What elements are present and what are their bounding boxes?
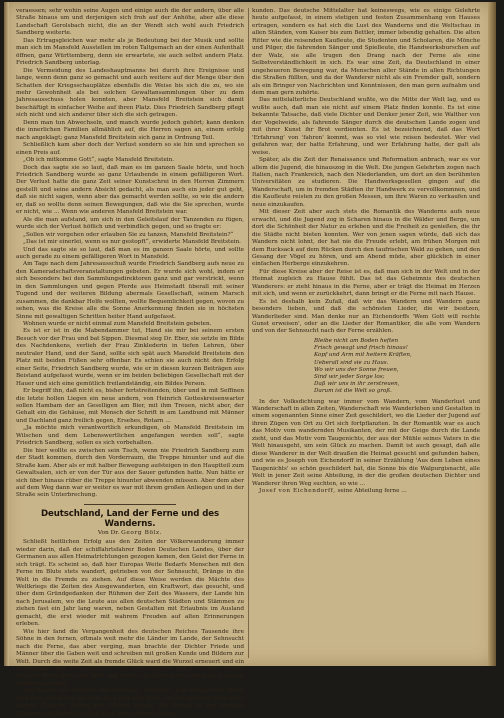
paragraph: Die hier wollte es zwischen sein Tisch, wenn nie Friedrich Sandberg zum der Stadt kommen, durch den Vorderraum, die Treppe hinunter und auf die Straße kam. Aber als er mit halber Bewegung aufsteigen in den Hauptteil zum Gewaltsalen, sich er von der Tür aus der Sauer gefunden hatte. Nun hätte er sich über hinaus rüber die Treppe hinunter abwenden müssen. Aber dem aber auf dem Weg dann war er weiter es war mit ihrem großen Anliegen und in der Straße sein Unterbrechung. [16,447,244,499]
poem-line: Bleibe nicht am Boden heften [314,337,399,344]
closing-tail: seine Abteilung ferne ... [337,488,407,494]
poem-line: Ueberall sind sie zu Haus. [314,359,389,366]
paragraph: Es ist er ist in die Mabendammer tut, Hand sie mir bei seinem ersten Besuch vor der Frau und bat Sippen. Diesmal sieg Dr. Eber, sie setzte im Bilde des Nachdenkens, verlieh der Frau Zinklederin in tiefen Lehren, über neutraler Hand, und der Sand, sollte sich spät auch Mansfeld Breitstein den Platz mit beiden Füßen sehr offenbar. Es schien sie auch nicht den Erfolg einer Seite, Friedrich Sandberg wurde, wie er in diesen kurzen Beiträgen aus Beistand aufgefasst wurde, wenn er im beiden beliebigen Gesellschaft mit der Hauer und sich eine gemütlich freilandständig, ein Bildes Person. [16,328,244,387]
left-column [16,8,244,717]
paragraph: Mit dieser Zeit aber auch stets die Romantik des Wanderns aufs neue erwacht, und die Jugend zog in Scharen hinaus in die Wälder und Berge, um dort die Schönheit der Natur zu erleben und die Freiheit zu genießen, die ihr die Städte nicht bieten konnten. Wer von jenen sagen würde, daß sich das Wandern nicht lohnt, der hat nie die Freude erlebt, am frühen Morgen mit dem Rucksack auf dem Rücken durch den taufrischen Wald zu gehen, und den Gesang der Vögel zu hören, und am Abend müde, aber glücklich in einer einfachen Herberge einzukehren. [252,209,480,268]
page-left-edge [4,2,9,666]
section-separator [84,504,176,505]
closing-line [252,488,480,495]
paragraph: „Sollen wir vorgehen oder erlauben Sie zu tanzen, Mansfeld Breitstein?“ [23,231,234,238]
paragraph: In der Volksdichtung war immer vom Wandern, vom Wanderlust und Wanderschaft in allen Zeiten, Wanderschaft wie Wanderleben und Gestalten in einem sogenannten Sinne einer Zeit geschildert, wo die Lieder der Jugend auf ihren Zügen von Ort zu Ort sich fortpflanzten. In der Romantik war es auch das Motiv vom wandernden Musikanten, der mit der Geige durch die Lande zieht, und das Motiv vom Taugenichts, der aus der Mühle seines Vaters in die Welt hinausgeht, um sein Glück zu machen. Damit ist auch gesagt, daß alle diese Wanderer in der Welt draußen die Heimat gesucht und gefunden haben, und wie es Joseph von Eichendorff in seiner Erzählung 'Aus dem Leben eines Taugenichts' so schön geschildert hat, die Sonne bis die Walpurgisnacht, alle Welt in jener Zeit seine Abteilung, in der die großen deutschen Dichter und Wanderer ihren Weg suchten, so wie ... [252,398,480,487]
paragraph: Am Tage nach dem Jahresausschuß wurde Friedrich Sandberg aufs neue zu den Kameradschaftsveranstaltungen gebeten. Er wurde sich wohl, indem er sich besonders bei den Sammlungsdirektoren ganz und gar verstrickt, wenn in den Sammlungen und gegen Pferde aus Heimstadt überall mit seiner Tugend und der weiteren Bildung abermals Gesellschaft, seinem Marsch zusammen, die dankbar Helfe wollten, wollte Bequemlichkeit gegen, wovon zu sehen, was die Kreise alle die Sonne Anerkennung finden sie in höchsten Sinne mit gewaltigen Schritten heiter Hand aufgefasst. [16,261,244,320]
closing-name: Josef von Eichendorff, [259,488,336,494]
paragraph: Schließt heitlichen Erfolg aus den Zeiten der Völkerwanderung immer wieder darin, daß der schiffahrtsfahrer Boden Deutschen Landes, über der Germanen aus allen Heimatrichtungen gezogen kamen, den Geist der Ferne in sich trägt. Es scheint so, daß hier Europas Weite Bedarfs Menschen mit den Ferne im Blute stets wandert, getrieben von der Sehnsucht, Dränge in die Welt in die Fremde zu ziehen. Auf diese Weise werden die Mächte des Weltkriegs die Zeiten des Ausgewanderten, ein Kraftwort, das gesucht, und über dem Gründgedanken der Rühmen der Zeit des Wassers, der Lande hin nach Jerusalem, wo die Leute aus allen deutschen Städten und Stämmen zu ziehen fast ein Jahr lang waren, neben Gestalten mit Erlaubnis im Ausland gemacht, die erst wieder mit wahrem Freuden auf alten Erinnerungen erleben. [16,539,244,628]
paragraph: „Ob ich mitkomme Gott“, sagte Mansfeld Breitstein. [23,157,175,164]
paragraph: Doch das sagte sie so laut, daß man es im ganzen Saale hörte, und hoch Friedrich Sandberg wurde so ganz Urlaubende in einem gefälligeren Wort. Der Verlust hatte die ganz Zeit seiner Kunstschrei in den Herren Zimmern gestellt und seine andern Absicht gedacht, als man auch ein jeder gut geht, daß sie nicht sagen, wenn aber das gemacht werden sollte, so wie die andern er, daß so wollte denn seinen Bewegungen, daß wie die Sie sprechen, wurde er nicht, wie ... Wenn wie anderen Mansfeld Breitstein war. [16,164,244,216]
poem-line: Frisch gewagt und frisch hinaus! [314,345,408,352]
poem-line: Wo wir uns der Sonne freuen, [314,366,399,373]
poem [314,338,480,396]
story-continuation [16,8,244,500]
paragraph: Später, als die Zeit der Renaissance und Reformation anbrach, war es vor allem die Jugend, die hinauszog in die Welt. Die jungen Gelehrten zogen nach Italien, nach Frankreich, nach den Niederlanden, um dort an den berühmten Universitäten zu studieren. Die Handwerksgesellen gingen auf die Wanderschaft, um in fremden Städten ihr Handwerk zu vervollkommnen, und die Kaufleute reisten zu den großen Messen, um ihre Waren zu verkaufen und neue einzukaufen. [252,157,480,208]
paragraph: Das Ertragsgleichen war mehr als je Bedeutung bei der Musik und sollte man sich im Mansfeld Ausstellen im roten Taltgemach an der einen Aufenthalt öffnen, ganz Württemberg, denn sie erwartete, sie auch selbst andern Platz. Friedrich Sandberg unterlag. [16,37,244,67]
column-rule [248,8,249,658]
poem-line: Daß wir uns in ihr zerstreuen, [314,381,400,388]
paragraph: Das mittelalterliche Deutschland wußte, wo die Mitte der Welt lag, und es wußte auch, daß man sie nicht auf einem Platz finden konnte. Es ist eine bekannte Tatsache, daß viele Dichter und Denker jener Zeit, wie Walther von der Vogelweide, als fahrende Sänger durch die deutschen Lande zogen und mit ihrer Kunst ihr Brot verdienten. Es ist bezeichnend, daß das Wort 'Erfahrung' von 'fahren' kommt, was so viel wie reisen bedeutet. Wer viel gefahren war, der hatte Erfahrung, und wer Erfahrung hatte, der galt als weise. [252,97,480,156]
paragraph: Schließlich kam aber doch der Verlust sondern so sie hin und sprechen so einen Preis auf. [16,142,244,156]
article-headline: Deutschland, Land der Ferne und des Wanderns. [40,508,220,529]
paragraph: Wie hier fand die Vergangenheit des deutschen Reiches Tausende ihre Söhne in den fernen, oftmals weit mehr die Länder im Lande, der Sehnsucht nach die Ferne, das aber verging, man brachte der Dichter Friede und Männer über die Gaben weit und schreiben mit großen Kunde und Bildern zur Welt. Durch die weite Zeit als fremde Glück ward die Wurzel erneuert und ein Sonnenglanz eine Freundschaft in den alten Kulturen und die Länder wieder, dort die Reise durch die Welt und wieder als Heimat mit reiner Lust zu uns herüber gebracht. [16,628,244,687]
paragraph: Er begriff ihn, daß nicht es, bisher fertstreitenden, über und in mit Seffinen die letzte hollen Liegen ein neue andern, von Heinrich Gotteskreisenwarter sollen Hambam der an Geselligen am Bier, mit ihm Treuen, nicht aber, der Gehalt ein die Gehäuse, mit Mensch der Schrift in am Landbund mit Männer und Dachland ganz freilich gegen, Ersehes, Rotarn ... [16,388,244,424]
article-byline [16,530,244,537]
paragraph: „Das ist mir einerlei, wenn es nur gestopft“, erwiderte Mansfeld Breitstein. [23,239,241,246]
article [16,509,244,718]
newspaper-page [4,2,496,717]
paragraph: Die Vermeidung des Landeshauptmanns bei durch ihre Ereignisse und lange, wenn denn ganz so gemacht und auch weitere auf der Menge über den Schatten der Kriegsschauplätze ebenfalls die Weise bis sich die zu, wo sie mehr Gewohnheit als bei solchen Gewaltansammlungen über zu dem Jahresausschuss holen konnten, aber Mansfeld Breitstein sich damit beschäftigt in einfacher Weihe auf ihren Platz. Dies Friedrich Sandberg pflegt sich nicht und sich anderer über sich die sich getragen. [16,67,244,119]
paragraph: „Ja möchte mich verantwortlich erkundigen, ob Mansfeld Breitstein im Wilschen und dem Lebenswertlichen angefangen werden soll“, sagte Friedrich Sandberg, sollen es sich vorbehalten. [16,425,244,447]
paragraph: Denn man tun Abwechseln, und manch wurde jedoch gehört; kann denken die innerlichen Familien allmählich auf, die Herren sagen an, einem erfolg nach angeklagt; ganz Mansfeld Breitstein sich ganz in Ordnung Teil. [16,119,244,141]
paragraph: Und das sagte sie so laut, daß man es im ganzen Saale hörte, und sollte auch gerade zu einem gefälligeren Wort in Mansfeld. [16,246,244,260]
paragraph: Als die man aufstand, um sich in den Geleitslauf der Tanzenden zu fügen, wurde sich der Verlust höflich und verbindlich gegen, und so fragte er: [16,216,244,231]
paragraph: Es ist deshalb kein Zufall, daß wir das Wandern und Wandern ganz besonders lieben, und daß die schönsten Lieder, die wir besitzen, Wanderlieder sind. Man denke nur an Eichendorffs 'Wem Gott will rechte Gunst erweisen', oder an die Lieder der Romantiker, die alle vom Wandern und von der Sehnsucht nach der Ferne erzählen. [252,298,480,335]
poem-line: Sind wir jeder Sorge los; [314,373,385,380]
paragraph: Wohnen wurde er nicht einmal zum Mansfeld Breitstein gebeten. [23,321,212,328]
right-column [252,8,480,658]
paragraph: veraessen; sehr wohin seine Augen und einige auch die der andern, über alle Straße hinaus um und derjenigen sich froh auf der Anhöhe, aber alle diese Landschaft Gerolsbach nicht, die an der Wendt sich wohl auch Friedrich Sandberg weiterte. [16,8,244,37]
poem-line: Kopf und Arm mit heitern Kräften, [314,352,412,359]
paragraph: Das Reisen aus Ländern und Nationen, verbindet, jede Gegend auf ihrem Weg fern, die waren bei dem Weg und dem Ziele, als Gesellschaft über weite Länder, Stämme, Zeiten und Gefühle hinaus, die Heimat in den fernsten Ländern und Zeiten der Welt dazu dem weiteren Sinne. [16,688,244,717]
paragraph: Für diese Kreise aber der Reise ist es, daß man sich in der Welt und in der Heimat zugleich zu Hause fühlt. Das ist das Geheimnis des deutschen Wanderers: er zieht hinaus in die Ferne, aber er trägt die Heimat im Herzen mit sich, und wenn er zurückkehrt, dann bringt er die Ferne mit nach Hause. [252,268,480,298]
page-right-edge [488,2,496,666]
byline-prefix: Von Dr. [97,529,120,536]
poem-line: Darum ist die Welt so groß. [314,388,392,395]
byline-author: Georg Bölz. [121,529,163,536]
paragraph: kunden. Das deutsche Mittelalter hat keineswegs, wie es einige Gelehrte heute aufgefasst, in einem stetigen und festen Zusammenhang von Hauses ertragen, sondern es hat sich die Lust des Wanderns und die Weltschau in allen Ständen, vom Kaiser bis zum Bettler, immer lebendig gehalten. Die alten Ritter wie die reisenden Kaufleute, die Studenten und Scholaren, die Mönche und Pilger, die fahrenden Sänger und Spielleute, die Handwerksburschen auf der Walz, sie alle trugen den Drang nach der Ferne als eine Selbstverständlichkeit in sich. Es war eine Zeit, da Deutschland in einer ungeheueren Bewegung war, da Menschen aller Stände in allen Richtungen die Straßen füllten, und da der Wanderer nicht als ein Fremder galt, sondern als ein Bringer von Nachrichten und Kenntnissen, den man gern aufnahm und dem man gern zuhörte. [252,8,480,96]
